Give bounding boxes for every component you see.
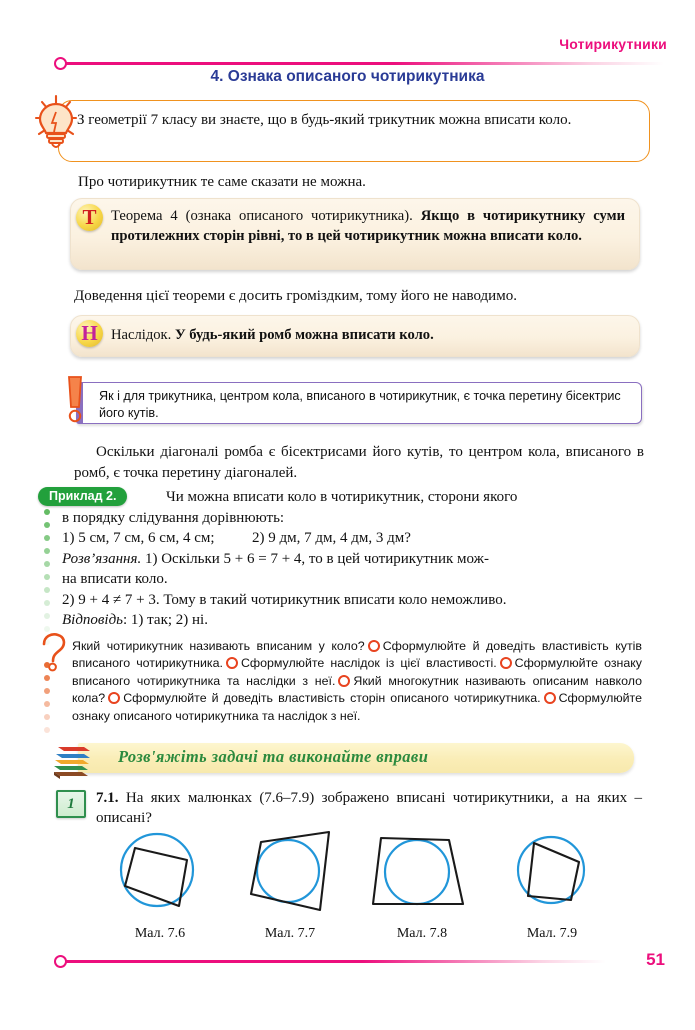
example-line-6: 2) 9 + 4 ≠ 7 + 3. Тому в такий чотирикутник вписати коло неможливо. — [62, 591, 507, 608]
exercises-banner-label: Розв'яжіть задачі та виконайте вправи — [118, 747, 429, 766]
task-text: На яких малюнках (7.6–7.9) зображено вписані чотирикутники, а на яких – описані? — [96, 790, 642, 826]
example-line-4 — [62, 549, 640, 570]
theorem-badge-icon: Т — [76, 204, 103, 231]
figure-7-9-caption: Мал. 7.9 — [526, 926, 578, 941]
bullet-circle-icon — [500, 657, 512, 669]
footer-rule-dot — [54, 955, 67, 968]
example-body — [62, 487, 640, 631]
page-number: 51 — [646, 950, 665, 969]
theorem-statement: Якщо в чотирикутнику суми протилежних сторін рівні, то в цей чотирикутник можна вписати коло. — [111, 208, 625, 244]
example-answer — [62, 610, 640, 631]
questions-dots-decoration — [44, 662, 53, 740]
bullet-circle-icon — [108, 692, 120, 704]
example-pill-badge: Приклад 2. — [38, 487, 127, 506]
solution-label: Розв’язання. — [62, 550, 142, 567]
bullet-circle-icon — [544, 692, 556, 704]
figure-7-6-caption: Мал. 7.6 — [134, 926, 186, 941]
section-title: 4. Ознака описаного чотирикутника — [210, 68, 485, 85]
bullet-circle-icon — [368, 640, 380, 652]
chapter-title: Чотирикутники — [559, 36, 667, 52]
figure-7-7 — [225, 826, 355, 941]
header-rule — [64, 62, 664, 65]
example-line-3: 1) 5 см, 7 см, 6 см, 4 см; 2) 9 дм, 7 дм, 4 дм, 3 дм? — [62, 530, 411, 546]
exercises-banner — [78, 743, 634, 773]
intro-callout-box — [58, 100, 650, 162]
example-dots-decoration — [44, 509, 53, 652]
exclamation-icon — [63, 374, 87, 424]
corollary-badge-icon: Н — [76, 320, 103, 347]
figure-7-8-caption: Мал. 7.8 — [396, 926, 448, 941]
questions-list — [72, 638, 642, 725]
bullet-circle-icon — [338, 675, 350, 687]
answer-label: Відповідь — [62, 612, 124, 628]
theorem-lead: Теорема 4 (ознака описаного чотирикутника). — [111, 208, 413, 224]
figure-7-7-caption: Мал. 7.7 — [264, 926, 316, 941]
question-item-2: Сформулюйте й доведіть властивість кутів вписаного чотирикутника. — [72, 639, 642, 671]
corollary-box — [70, 315, 640, 357]
task-7-1 — [96, 788, 642, 828]
example-line-2: в порядку слідування дорівнюють: — [62, 509, 285, 526]
answer-text: : 1) так; 2) ні. — [123, 612, 208, 628]
example-line-1: Чи можна вписати коло в чотирикутник, сторони якого — [166, 489, 518, 505]
bullet-circle-icon — [226, 657, 238, 669]
task-level-badge: 1 — [56, 790, 86, 818]
books-icon — [48, 738, 94, 782]
theorem-text — [111, 207, 625, 246]
figure-7-8 — [357, 826, 487, 941]
question-mark-icon — [38, 632, 70, 672]
task-number: 7.1. — [96, 790, 119, 806]
corollary-text — [111, 326, 625, 346]
corollary-statement: У будь-який ромб можна вписати коло. — [174, 327, 434, 343]
question-item-4: Сформулюйте ознаку вписаного чотирикутника та наслідки з неї. — [72, 656, 642, 688]
footer-rule — [64, 960, 606, 963]
figures-row — [95, 826, 615, 946]
note-text: Як і для трикутника, центром кола, вписаного в чотирикутник, є точка перетину бісектрис його кутів. — [99, 389, 621, 420]
intro-callout-text: З геометрії 7 класу ви знаєте, що в будь-який трикутник можна вписати коло. — [77, 112, 572, 128]
paragraph-proof-note: Доведення цієї теореми є досить громіздким, тому його не наводимо. — [74, 288, 517, 304]
figure-7-9 — [487, 826, 617, 941]
theorem-box — [70, 198, 640, 270]
lightbulb-icon — [30, 92, 86, 154]
example-line-5: на вписати коло. — [62, 571, 168, 587]
question-item-6: Сформулюйте й доведіть властивість сторін описаного чотирикутника. — [123, 691, 541, 706]
question-item-5: Який многокутник називають описаним навколо кола? — [72, 673, 642, 706]
paragraph-pro: Про чотирикутник те саме сказати не можна. — [78, 174, 366, 190]
question-item-1: Який чотирикутник називають вписаним у коло? — [72, 639, 365, 653]
example-line-4-text: 1) Оскільки 5 + 6 = 7 + 4, то в цей чотирикутник мож- — [141, 550, 489, 567]
note-box — [76, 382, 642, 424]
question-item-7: Сформулюйте ознаку описаного чотирикутника та наслідок з неї. — [72, 691, 642, 723]
figure-7-6 — [95, 826, 225, 941]
question-item-3: Сформулюйте наслідок із цієї властивості. — [240, 656, 497, 671]
corollary-lead: Наслідок. — [111, 327, 172, 343]
paragraph-rhombus: Оскільки діагоналі ромба є бісектрисами його кутів, то центром кола, вписаного в ромб, є точка перетину діагоналей. — [74, 444, 644, 481]
